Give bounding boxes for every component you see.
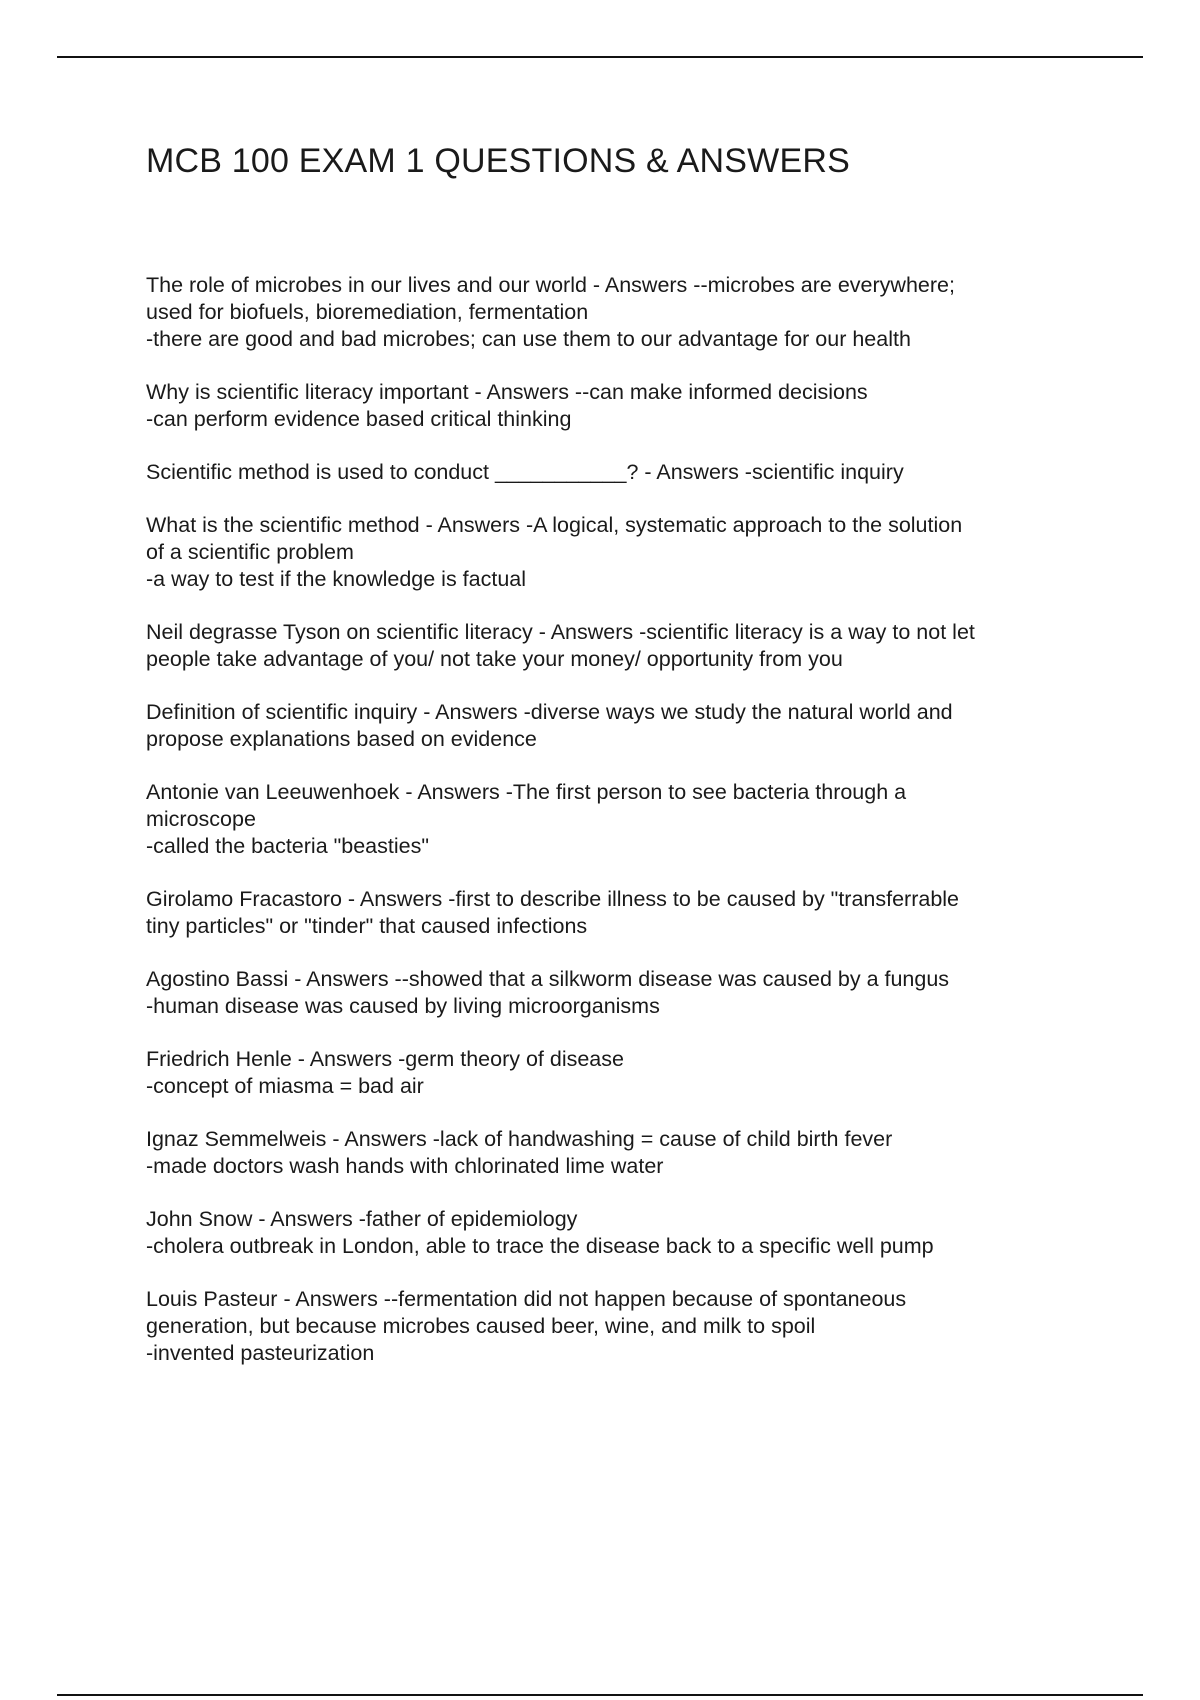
qa-line: -called the bacteria "beasties" bbox=[146, 834, 429, 858]
qa-line: Why is scientific literacy important - Answers --can make informed decisions bbox=[146, 380, 868, 404]
qa-item bbox=[146, 966, 1106, 1020]
qa-line: What is the scientific method - Answers -A logical, systematic approach to the solution bbox=[146, 513, 963, 537]
qa-line: -cholera outbreak in London, able to trace the disease back to a specific well pump bbox=[146, 1234, 934, 1258]
qa-line: -concept of miasma = bad air bbox=[146, 1074, 424, 1098]
qa-line: Girolamo Fracastoro - Answers -first to describe illness to be caused by "transferrable bbox=[146, 887, 960, 911]
qa-line: propose explanations based on evidence bbox=[146, 727, 537, 751]
qa-line: -there are good and bad microbes; can use them to our advantage for our health bbox=[146, 327, 911, 351]
qa-line: Louis Pasteur - Answers --fermentation did not happen because of spontaneous bbox=[146, 1287, 907, 1311]
qa-line: microscope bbox=[146, 807, 256, 831]
qa-line: The role of microbes in our lives and our world - Answers --microbes are everywhere; bbox=[146, 273, 955, 297]
qa-item bbox=[146, 512, 1106, 593]
qa-line: -a way to test if the knowledge is factual bbox=[146, 567, 527, 591]
qa-item bbox=[146, 379, 1106, 433]
qa-item bbox=[146, 886, 1106, 940]
qa-line: Agostino Bassi - Answers --showed that a silkworm disease was caused by a fungus bbox=[146, 967, 950, 991]
qa-line: Ignaz Semmelweis - Answers -lack of handwashing = cause of child birth fever bbox=[146, 1127, 893, 1151]
qa-line: Friedrich Henle - Answers -germ theory of disease bbox=[146, 1047, 624, 1071]
qa-item bbox=[146, 779, 1106, 860]
qa-line: -made doctors wash hands with chlorinated lime water bbox=[146, 1154, 664, 1178]
qa-line: -human disease was caused by living microorganisms bbox=[146, 994, 660, 1018]
qa-item bbox=[146, 1046, 1106, 1100]
qa-line: people take advantage of you/ not take your money/ opportunity from you bbox=[146, 647, 843, 671]
qa-line: -can perform evidence based critical thinking bbox=[146, 407, 572, 431]
qa-line: -invented pasteurization bbox=[146, 1341, 375, 1365]
qa-line: of a scientific problem bbox=[146, 540, 354, 564]
qa-line: Scientific method is used to conduct ___________? - Answers -scientific inquiry bbox=[146, 460, 904, 484]
qa-line: used for biofuels, bioremediation, fermentation bbox=[146, 300, 589, 324]
qa-line: Neil degrasse Tyson on scientific literacy - Answers -scientific literacy is a way to not let bbox=[146, 620, 975, 644]
qa-line: Antonie van Leeuwenhoek - Answers -The first person to see bacteria through a bbox=[146, 780, 907, 804]
qa-line: John Snow - Answers -father of epidemiology bbox=[146, 1207, 578, 1231]
qa-item bbox=[146, 619, 1106, 673]
qa-line: tiny particles" or "tinder" that caused infections bbox=[146, 914, 588, 938]
qa-list bbox=[146, 272, 1106, 1393]
bottom-divider bbox=[57, 1694, 1143, 1696]
page-title: MCB 100 EXAM 1 QUESTIONS & ANSWERS bbox=[146, 142, 850, 180]
qa-item bbox=[146, 1286, 1106, 1367]
qa-item bbox=[146, 1206, 1106, 1260]
qa-line: generation, but because microbes caused beer, wine, and milk to spoil bbox=[146, 1314, 816, 1338]
qa-item bbox=[146, 272, 1106, 353]
top-divider bbox=[57, 56, 1143, 58]
qa-item bbox=[146, 699, 1106, 753]
qa-item bbox=[146, 1126, 1106, 1180]
qa-item bbox=[146, 459, 1106, 486]
qa-line: Definition of scientific inquiry - Answers -diverse ways we study the natural world and bbox=[146, 700, 953, 724]
